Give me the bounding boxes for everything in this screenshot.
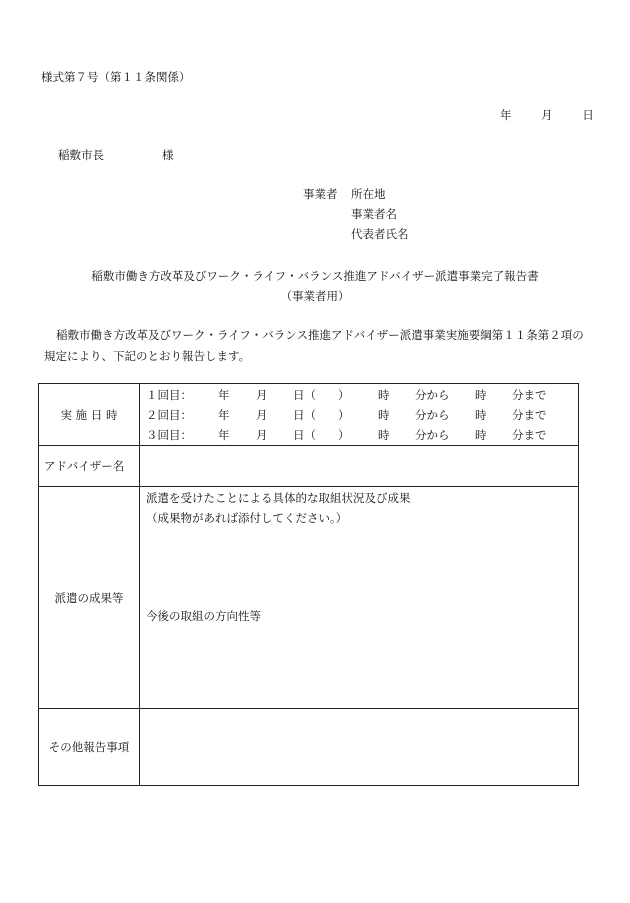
month-unit: 月 <box>256 408 268 422</box>
schedule-label: 実 施 日 時 <box>39 384 140 446</box>
day-unit: 日（ <box>293 428 316 442</box>
day-unit: 日（ <box>293 408 316 422</box>
ordinal: ２回目： <box>146 408 192 422</box>
date-month: 月 <box>541 108 553 122</box>
title-sub: （事業者用） <box>280 289 350 303</box>
results-label: 派遣の成果等 <box>39 487 140 709</box>
date-year: 年 <box>500 108 512 122</box>
addressee-name: 稲敷市長 <box>58 148 104 162</box>
hour-unit: 時 <box>475 408 487 422</box>
hour-unit: 時 <box>378 388 390 402</box>
advisor-input[interactable] <box>140 446 579 487</box>
hour-unit: 時 <box>475 428 487 442</box>
day-unit: 日（ <box>293 388 316 402</box>
title-main: 稲敷市働き方改革及びワーク・ライフ・バランス推進アドバイザー派遣事業完了報告書 <box>91 269 539 283</box>
results-cell[interactable] <box>140 487 579 709</box>
minute-from: 分から <box>415 388 450 402</box>
results-note: （成果物があれば添付してください。） <box>146 511 348 525</box>
hour-unit: 時 <box>378 408 390 422</box>
ordinal: １回目： <box>146 388 192 402</box>
report-title <box>0 266 630 306</box>
date-day: 日 <box>582 108 594 122</box>
schedule-row <box>39 384 579 446</box>
advisor-row <box>39 446 579 487</box>
minute-from: 分から <box>415 408 450 422</box>
hour-unit: 時 <box>475 388 487 402</box>
minute-to: 分まで <box>512 388 547 402</box>
applicant-label: 事業者 <box>303 187 338 201</box>
form-number: 様式第７号（第１１条関係） <box>41 70 191 84</box>
close-paren: ） <box>338 408 350 422</box>
body-text: 稲敷市働き方改革及びワーク・ライフ・バランス推進アドバイザー派遣事業実施要綱第１１条第２項の規定により、下記のとおり報告します。 <box>44 328 584 363</box>
month-unit: 月 <box>256 388 268 402</box>
schedule-line-3 <box>140 425 578 445</box>
schedule-line-2 <box>140 405 578 425</box>
results-heading: 派遣を受けたことによる具体的な取組状況及び成果 <box>146 491 411 505</box>
minute-from: 分から <box>415 428 450 442</box>
other-label: その他報告事項 <box>39 709 140 786</box>
report-table <box>38 383 579 786</box>
minute-to: 分まで <box>512 408 547 422</box>
minute-to: 分まで <box>512 428 547 442</box>
close-paren: ） <box>338 388 350 402</box>
results-row <box>39 487 579 709</box>
schedule-cell <box>140 384 579 446</box>
honorific: 様 <box>162 148 174 162</box>
address-label: 所在地 <box>351 187 386 201</box>
date-line <box>500 107 594 123</box>
hour-unit: 時 <box>378 428 390 442</box>
ordinal: ３回目： <box>146 428 192 442</box>
year-unit: 年 <box>218 408 230 422</box>
close-paren: ） <box>338 428 350 442</box>
addressee <box>58 147 174 163</box>
year-unit: 年 <box>218 388 230 402</box>
schedule-line-1 <box>140 385 578 405</box>
representative-label: 代表者氏名 <box>351 227 409 241</box>
advisor-label: アドバイザー名 <box>39 446 140 487</box>
other-input[interactable] <box>140 709 579 786</box>
future-direction-heading: 今後の取組の方向性等 <box>146 609 261 623</box>
other-row <box>39 709 579 786</box>
business-name-label: 事業者名 <box>351 207 397 221</box>
year-unit: 年 <box>218 428 230 442</box>
month-unit: 月 <box>256 428 268 442</box>
